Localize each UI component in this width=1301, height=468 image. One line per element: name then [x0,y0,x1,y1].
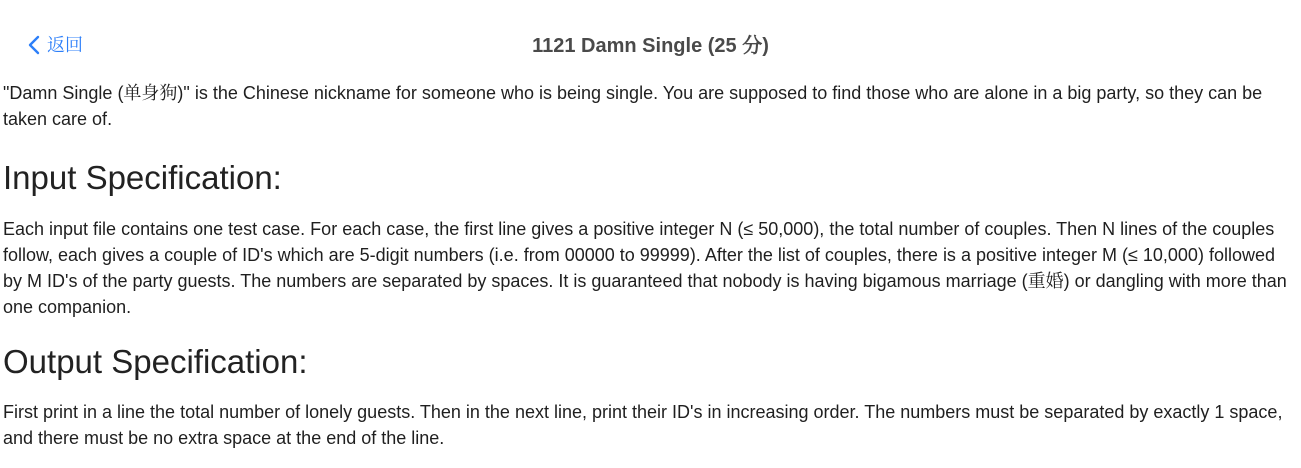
input-spec-heading: Input Specification: [3,159,282,196]
problem-content [3,80,1295,451]
back-label: 返回 [47,35,83,55]
problem-intro: "Damn Single (单身狗)" is the Chinese nickname for someone who is being single. You are supposed to find those who are alone in a big party, so they can be taken care of. [3,83,1263,129]
output-spec-text: First print in a line the total number of lonely guests. Then in the next line, print their ID's in increasing order. The numbers must be separated by exactly 1 space, and there must be no extra space at the end of the line. [3,402,1283,448]
output-spec-heading: Output Specification: [3,343,308,380]
top-bar [0,0,1301,72]
input-spec-text: Each input file contains one test case. For each case, the first line gives a positive integer N (≤ 50,000), the total number of couples. Then N lines of the couples follow, each gives a couple of ID's which are 5-digit numbers (i.e. from 00000 to 99999). After the list of couples, there is a positive integer M (≤ 10,000) followed by M ID's of the party guests. The numbers are separated by spaces. It is guaranteed that nobody is having bigamous marriage (重婚) or dangling with more than one companion. [3,219,1287,317]
page-title: 1121 Damn Single (25 分) [532,35,769,57]
